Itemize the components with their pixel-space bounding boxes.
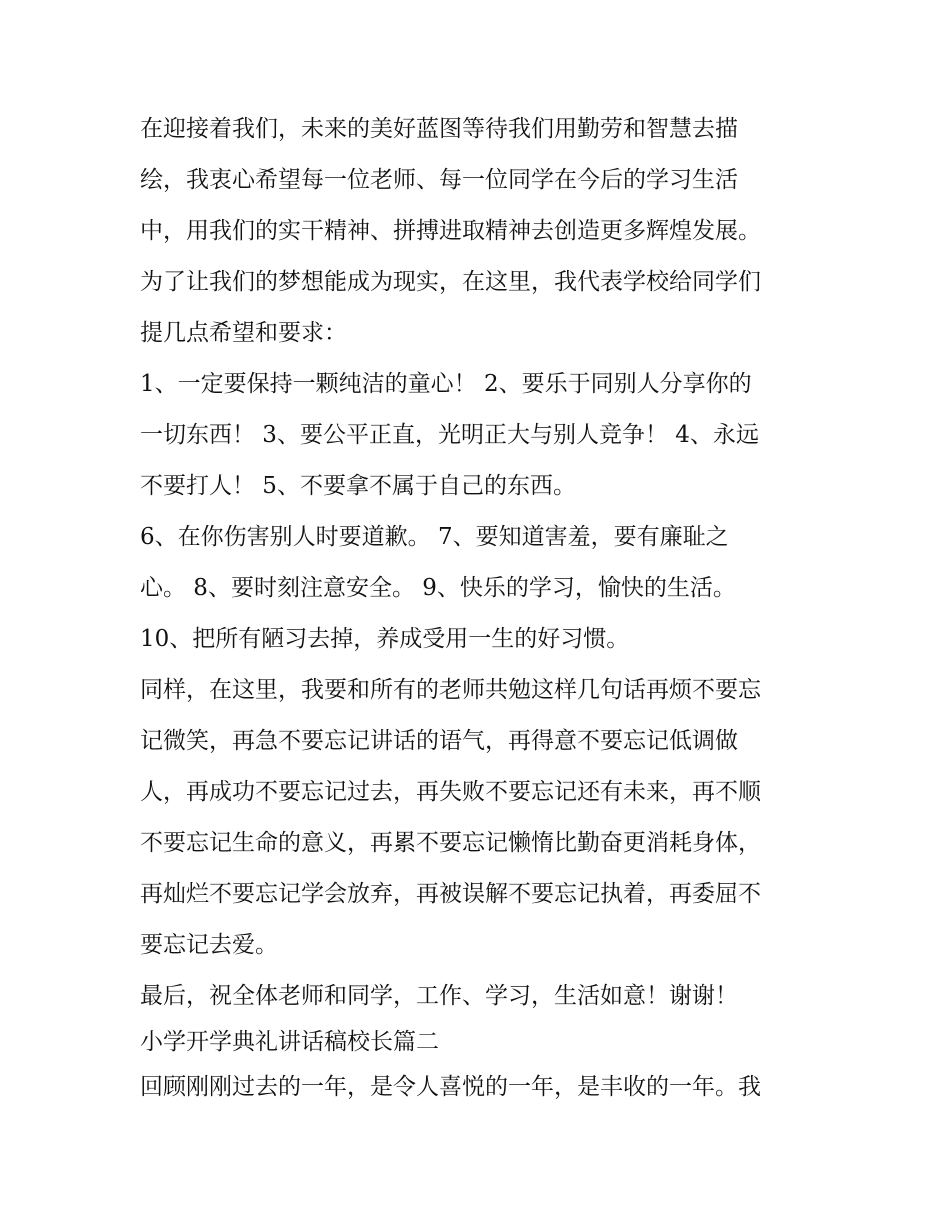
text-line: 再灿烂不要忘记学会放弃，再被误解不要忘记执着，再委屈不	[140, 881, 761, 907]
text-line: 最后，祝全体老师和同学，工作、学习，生活如意！谢谢！	[140, 983, 738, 1009]
text-line: 不要忘记生命的意义，再累不要忘记懒惰比勤奋更消耗身体，	[140, 830, 761, 856]
text-line: 10、把所有陋习去掉，养成受用一生的好习惯。	[140, 626, 630, 652]
text-line: 中，用我们的实干精神、拼搏进取精神去创造更多辉煌发展。	[140, 218, 761, 244]
text-line: 回顾刚刚过去的一年，是令人喜悦的一年，是丰收的一年。我	[140, 1074, 761, 1100]
document-body	[140, 104, 820, 1113]
text-line: 人，再成功不要忘记过去，再失败不要忘记还有未来，再不顺	[140, 779, 761, 805]
text-line: 不要打人！ 5、不要拿不属于自己的东西。	[140, 473, 576, 499]
text-line: 绘，我衷心希望每一位老师、每一位同学在今后的学习生活	[140, 167, 738, 193]
text-line: 在迎接着我们，未来的美好蓝图等待我们用勤劳和智慧去描	[140, 116, 738, 142]
text-line: 要忘记去爱。	[140, 932, 278, 958]
text-line: 为了让我们的梦想能成为现实，在这里，我代表学校给同学们	[140, 269, 761, 295]
text-line: 一切东西！ 3、要公平正直，光明正大与别人竞争！ 4、永远	[140, 422, 759, 448]
text-line: 6、在你伤害别人时要道歉。 7、要知道害羞，要有廉耻之	[140, 524, 729, 550]
text-line: 记微笑，再急不要忘记讲话的语气，再得意不要忘记低调做	[140, 728, 738, 754]
text-line: 1、一定要保持一颗纯洁的童心！ 2、要乐于同别人分享你的	[140, 371, 752, 397]
section-title: 小学开学典礼讲话稿校长篇二	[140, 1029, 439, 1055]
text-line: 提几点希望和要求：	[140, 320, 347, 346]
text-line: 心。 8、要时刻注意安全。 9、快乐的学习，愉快的生活。	[140, 575, 736, 601]
text-line: 同样，在这里，我要和所有的老师共勉这样几句话再烦不要忘	[140, 677, 761, 703]
